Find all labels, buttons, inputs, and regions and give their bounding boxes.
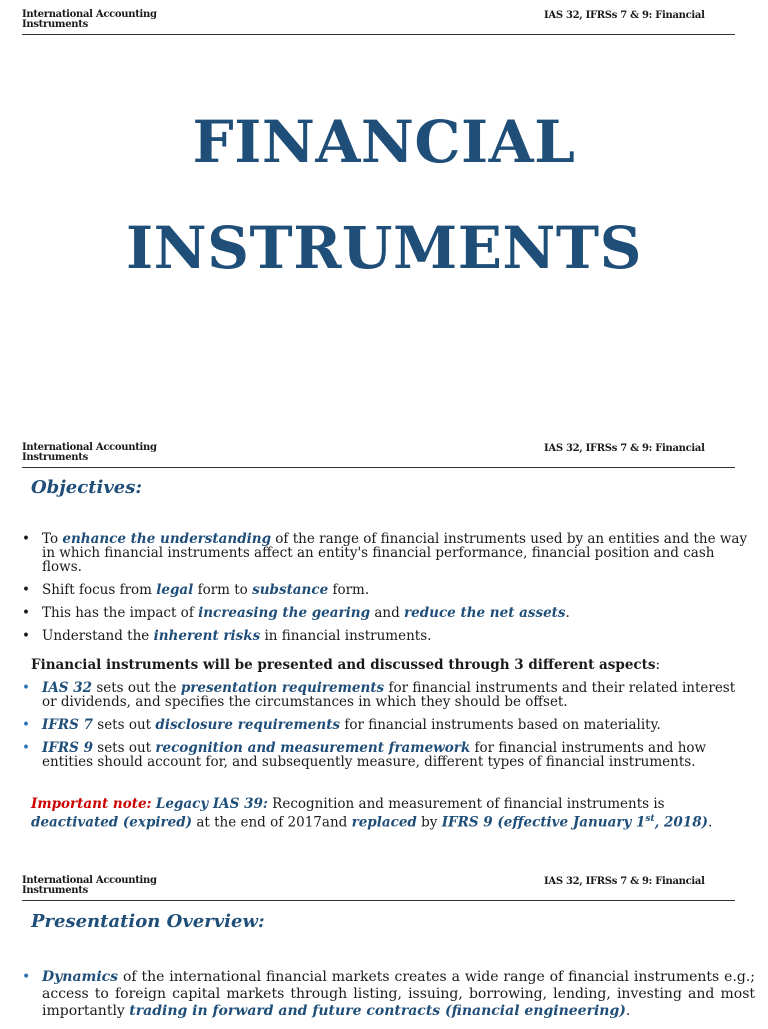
overview-heading: Presentation Overview:: [31, 911, 265, 932]
list-item: • IAS 32 sets out the presentation requirements for financial instruments and their related interest or dividends, and specifies the circumstances in which they should be offset.: [20, 681, 750, 709]
list-item: • To enhance the understanding of the range of financial instruments used by an entities and the way in which financial instruments affect an entity's financial performance, financial position and cash flows.: [20, 532, 750, 574]
list-item: • Understand the inherent risks in financial instruments.: [20, 629, 750, 643]
objectives-list: [20, 532, 750, 652]
page-header-3: [22, 876, 735, 901]
list-item: • IFRS 9 sets out recognition and measurement framework for financial instruments and how entities should account for, and subsequently measure, different types of financial instruments.: [20, 741, 750, 769]
header-right-text: IAS 32, IFRSs 7 & 9: Financial: [544, 443, 705, 454]
list-item: • IFRS 7 sets out disclosure requirements for financial instruments based on materiality.: [20, 718, 750, 732]
list-item: • Dynamics of the international financial markets creates a wide range of financial instruments e.g.; access to foreign capital markets through listing, issuing, borrowing, lending, investing and most importantly trading in forward and future contracts (financial engineering).: [20, 969, 755, 1020]
header-left-text: International Accounting Instruments: [22, 9, 157, 30]
header-left-text: International Accounting Instruments: [22, 442, 157, 463]
header-left-text: International Accounting Instruments: [22, 875, 157, 896]
header-right-text: IAS 32, IFRSs 7 & 9: Financial: [544, 10, 705, 21]
page-header-2: [22, 443, 735, 468]
list-item: • This has the impact of increasing the gearing and reduce the net assets.: [20, 606, 750, 620]
overview-list: [20, 969, 755, 1029]
list-item: • Shift focus from legal form to substance form.: [20, 583, 750, 597]
aspects-list: [20, 681, 750, 778]
objectives-heading: Objectives:: [31, 477, 143, 498]
page-header-1: [22, 10, 735, 35]
important-note: Important note: Legacy IAS 39: Recognition and measurement of financial instruments is deactivated (expired) at the end of 2017and replaced by IFRS 9 (effective January 1st, 2018).: [31, 796, 713, 831]
aspects-intro: Financial instruments will be presented and discussed through 3 different aspects:: [31, 657, 661, 673]
title-line-1: FINANCIAL: [192, 108, 576, 176]
title-line-2: INSTRUMENTS: [126, 214, 642, 282]
header-right-text: IAS 32, IFRSs 7 & 9: Financial: [544, 876, 705, 887]
